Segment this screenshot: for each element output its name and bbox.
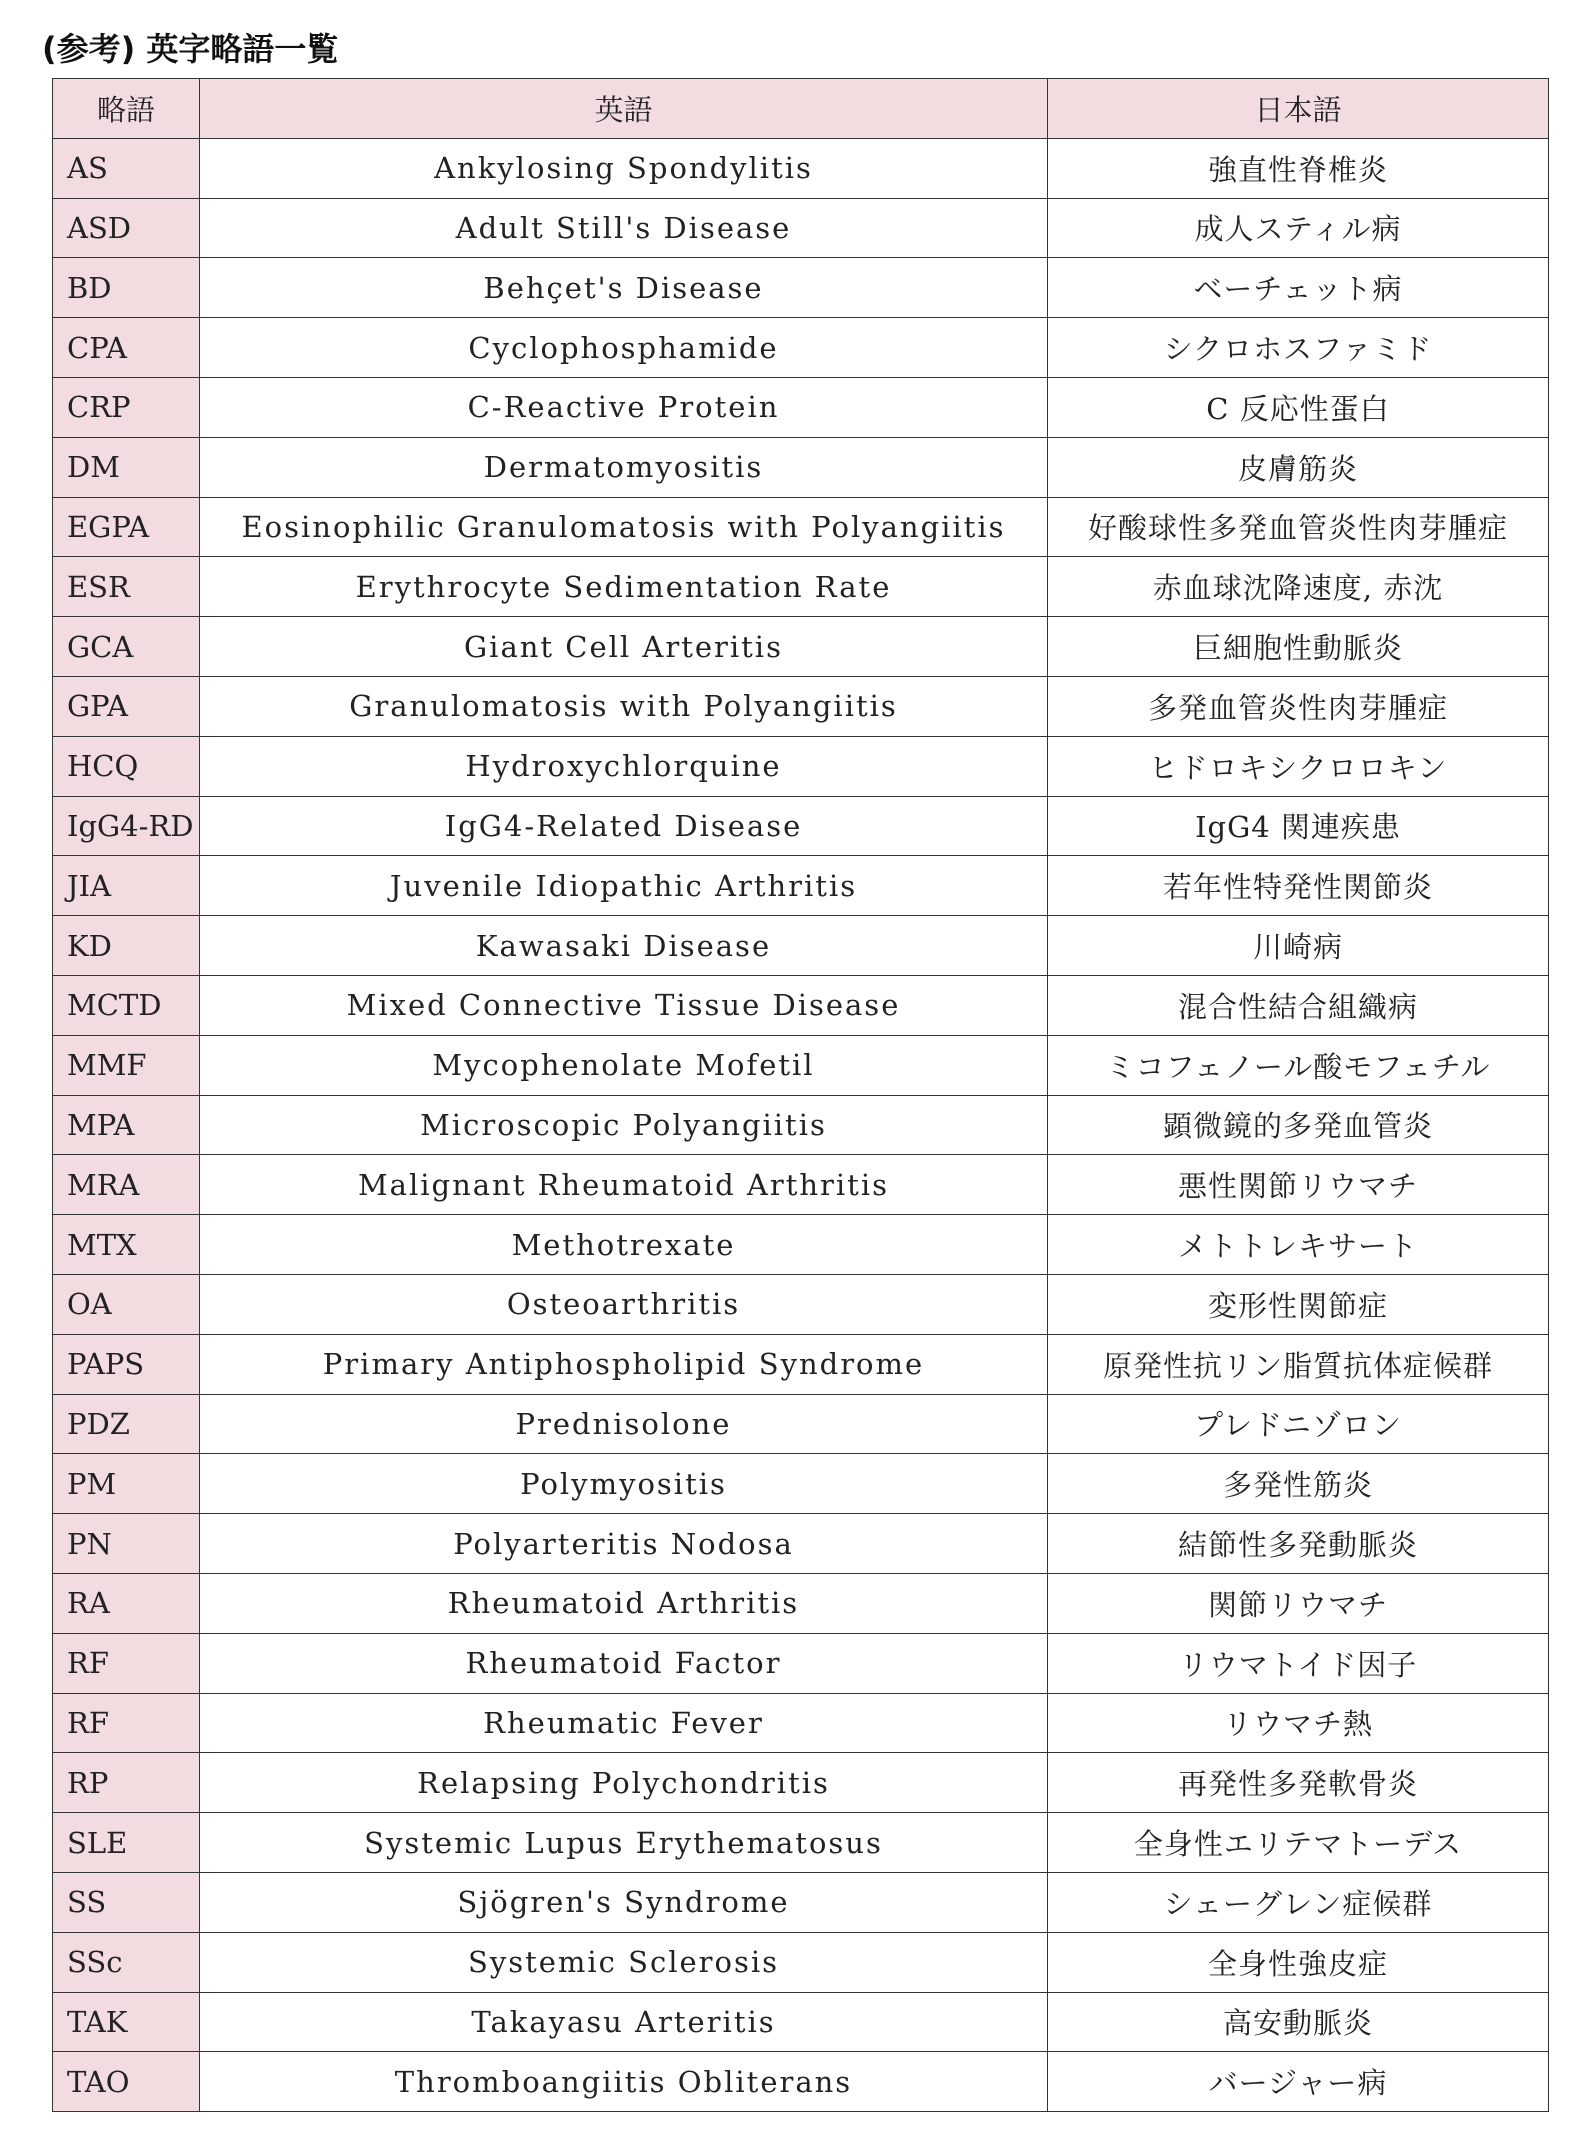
abbreviation-cell: OA (53, 1274, 200, 1334)
japanese-term-cell: 強直性脊椎炎 (1048, 138, 1549, 198)
english-term-cell: Microscopic Polyangiitis (200, 1095, 1048, 1155)
english-term-cell: Thromboangiitis Obliterans (200, 2052, 1048, 2112)
abbreviation-cell: RF (53, 1693, 200, 1753)
japanese-term-cell: リウマトイド因子 (1048, 1633, 1549, 1693)
abbreviation-cell: MRA (53, 1155, 200, 1215)
japanese-term-cell: 原発性抗リン脂質抗体症候群 (1048, 1334, 1549, 1394)
abbreviation-cell: ASD (53, 198, 200, 258)
abbreviation-cell: PM (53, 1454, 200, 1514)
english-term-cell: Prednisolone (200, 1394, 1048, 1454)
abbreviation-cell: IgG4-RD (53, 796, 200, 856)
japanese-term-cell: 再発性多発軟骨炎 (1048, 1753, 1549, 1813)
header-english: 英語 (200, 79, 1048, 139)
abbreviation-cell: PAPS (53, 1334, 200, 1394)
table-row (53, 497, 1549, 557)
table-row (53, 975, 1549, 1035)
japanese-term-cell: 全身性強皮症 (1048, 1932, 1549, 1992)
japanese-term-cell: プレドニゾロン (1048, 1394, 1549, 1454)
abbreviation-cell: ESR (53, 557, 200, 617)
japanese-term-cell: バージャー病 (1048, 2052, 1549, 2112)
japanese-term-cell: 結節性多発動脈炎 (1048, 1514, 1549, 1574)
japanese-term-cell: 皮膚筋炎 (1048, 437, 1549, 497)
table-row (53, 1394, 1549, 1454)
english-term-cell: Polymyositis (200, 1454, 1048, 1514)
english-term-cell: Methotrexate (200, 1215, 1048, 1275)
table-row (53, 796, 1549, 856)
abbreviation-cell: JIA (53, 856, 200, 916)
table-body (53, 138, 1549, 2111)
abbreviation-cell: RA (53, 1573, 200, 1633)
english-term-cell: Giant Cell Arteritis (200, 617, 1048, 677)
table-row (53, 1215, 1549, 1275)
table-row (53, 676, 1549, 736)
japanese-term-cell: 高安動脈炎 (1048, 1992, 1549, 2052)
abbreviation-cell: PN (53, 1514, 200, 1574)
table-row (53, 1633, 1549, 1693)
table-row (53, 1095, 1549, 1155)
table-row (53, 856, 1549, 916)
abbreviation-cell: CPA (53, 318, 200, 378)
table-row (53, 1872, 1549, 1932)
japanese-term-cell: 成人スティル病 (1048, 198, 1549, 258)
english-term-cell: Mixed Connective Tissue Disease (200, 975, 1048, 1035)
table-row (53, 437, 1549, 497)
english-term-cell: Rheumatoid Arthritis (200, 1573, 1048, 1633)
table-row (53, 377, 1549, 437)
japanese-term-cell: 全身性エリテマトーデス (1048, 1813, 1549, 1873)
header-abbreviation: 略語 (53, 79, 200, 139)
english-term-cell: Rheumatic Fever (200, 1693, 1048, 1753)
table-row (53, 1813, 1549, 1873)
abbreviation-cell: PDZ (53, 1394, 200, 1454)
english-term-cell: Takayasu Arteritis (200, 1992, 1048, 2052)
english-term-cell: Erythrocyte Sedimentation Rate (200, 557, 1048, 617)
table-header (53, 79, 1549, 139)
english-term-cell: Kawasaki Disease (200, 916, 1048, 976)
japanese-term-cell: 好酸球性多発血管炎性肉芽腫症 (1048, 497, 1549, 557)
english-term-cell: Primary Antiphospholipid Syndrome (200, 1334, 1048, 1394)
table-row (53, 1514, 1549, 1574)
japanese-term-cell: 顕微鏡的多発血管炎 (1048, 1095, 1549, 1155)
abbreviation-cell: HCQ (53, 736, 200, 796)
abbreviation-cell: AS (53, 138, 200, 198)
japanese-term-cell: 関節リウマチ (1048, 1573, 1549, 1633)
japanese-term-cell: 多発性筋炎 (1048, 1454, 1549, 1514)
table-row (53, 916, 1549, 976)
abbreviation-cell: BD (53, 258, 200, 318)
english-term-cell: Dermatomyositis (200, 437, 1048, 497)
table-row (53, 198, 1549, 258)
table-row (53, 1992, 1549, 2052)
table-row (53, 557, 1549, 617)
english-term-cell: IgG4-Related Disease (200, 796, 1048, 856)
header-japanese: 日本語 (1048, 79, 1549, 139)
japanese-term-cell: シクロホスファミド (1048, 318, 1549, 378)
english-term-cell: Ankylosing Spondylitis (200, 138, 1048, 198)
english-term-cell: Cyclophosphamide (200, 318, 1048, 378)
table-row (53, 318, 1549, 378)
abbreviation-cell: TAO (53, 2052, 200, 2112)
english-term-cell: Juvenile Idiopathic Arthritis (200, 856, 1048, 916)
abbreviation-table (52, 78, 1549, 2112)
english-term-cell: Osteoarthritis (200, 1274, 1048, 1334)
table-row (53, 258, 1549, 318)
abbreviation-cell: MTX (53, 1215, 200, 1275)
table-row (53, 736, 1549, 796)
japanese-term-cell: IgG4 関連疾患 (1048, 796, 1549, 856)
japanese-term-cell: ヒドロキシクロロキン (1048, 736, 1549, 796)
table-row (53, 138, 1549, 198)
table-row (53, 1334, 1549, 1394)
english-term-cell: Behçet's Disease (200, 258, 1048, 318)
abbreviation-cell: CRP (53, 377, 200, 437)
english-term-cell: Relapsing Polychondritis (200, 1753, 1048, 1813)
table-row (53, 1454, 1549, 1514)
japanese-term-cell: シェーグレン症候群 (1048, 1872, 1549, 1932)
abbreviation-cell: SS (53, 1872, 200, 1932)
english-term-cell: Eosinophilic Granulomatosis with Polyangiitis (200, 497, 1048, 557)
english-term-cell: Mycophenolate Mofetil (200, 1035, 1048, 1095)
abbreviation-cell: MPA (53, 1095, 200, 1155)
english-term-cell: Malignant Rheumatoid Arthritis (200, 1155, 1048, 1215)
header-row (53, 79, 1549, 139)
english-term-cell: Adult Still's Disease (200, 198, 1048, 258)
abbreviation-cell: GCA (53, 617, 200, 677)
table-row (53, 1573, 1549, 1633)
abbreviation-cell: MMF (53, 1035, 200, 1095)
japanese-term-cell: リウマチ熱 (1048, 1693, 1549, 1753)
table-row (53, 1753, 1549, 1813)
abbreviation-cell: SSc (53, 1932, 200, 1992)
abbreviation-cell: TAK (53, 1992, 200, 2052)
table-row (53, 1693, 1549, 1753)
japanese-term-cell: 混合性結合組織病 (1048, 975, 1549, 1035)
table-row (53, 2052, 1549, 2112)
abbreviation-cell: RP (53, 1753, 200, 1813)
japanese-term-cell: 変形性関節症 (1048, 1274, 1549, 1334)
abbreviation-cell: SLE (53, 1813, 200, 1873)
abbreviation-cell: DM (53, 437, 200, 497)
table-row (53, 1274, 1549, 1334)
japanese-term-cell: メトトレキサート (1048, 1215, 1549, 1275)
english-term-cell: Hydroxychlorquine (200, 736, 1048, 796)
japanese-term-cell: 多発血管炎性肉芽腫症 (1048, 676, 1549, 736)
japanese-term-cell: 若年性特発性関節炎 (1048, 856, 1549, 916)
japanese-term-cell: 巨細胞性動脈炎 (1048, 617, 1549, 677)
abbreviation-cell: EGPA (53, 497, 200, 557)
english-term-cell: Rheumatoid Factor (200, 1633, 1048, 1693)
table-row (53, 1035, 1549, 1095)
japanese-term-cell: 悪性関節リウマチ (1048, 1155, 1549, 1215)
english-term-cell: Sjögren's Syndrome (200, 1872, 1048, 1932)
english-term-cell: Systemic Sclerosis (200, 1932, 1048, 1992)
abbreviation-cell: MCTD (53, 975, 200, 1035)
japanese-term-cell: ミコフェノール酸モフェチル (1048, 1035, 1549, 1095)
english-term-cell: C-Reactive Protein (200, 377, 1048, 437)
japanese-term-cell: ベーチェット病 (1048, 258, 1549, 318)
abbreviation-cell: GPA (53, 676, 200, 736)
table-row (53, 1155, 1549, 1215)
abbreviation-cell: KD (53, 916, 200, 976)
table-row (53, 1932, 1549, 1992)
page-title: (参考) 英字略語一覧 (42, 30, 339, 68)
japanese-term-cell: C 反応性蛋白 (1048, 377, 1549, 437)
japanese-term-cell: 川崎病 (1048, 916, 1549, 976)
english-term-cell: Granulomatosis with Polyangiitis (200, 676, 1048, 736)
abbreviation-cell: RF (53, 1633, 200, 1693)
table-row (53, 617, 1549, 677)
english-term-cell: Polyarteritis Nodosa (200, 1514, 1048, 1574)
japanese-term-cell: 赤血球沈降速度, 赤沈 (1048, 557, 1549, 617)
english-term-cell: Systemic Lupus Erythematosus (200, 1813, 1048, 1873)
